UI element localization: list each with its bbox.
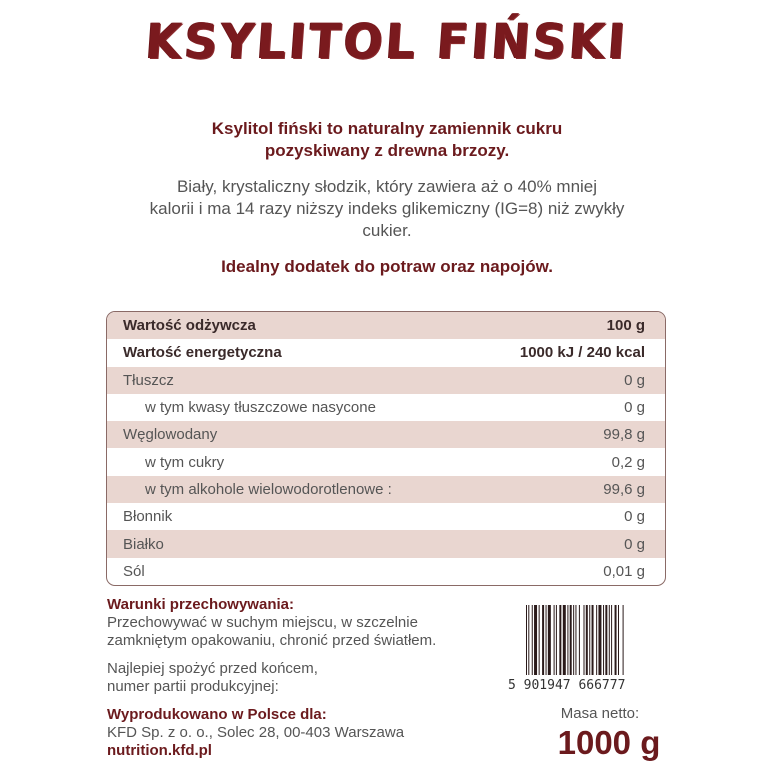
website-link: nutrition.kfd.pl	[107, 742, 212, 759]
nutrition-row-fiber	[107, 503, 665, 530]
description-text	[100, 176, 674, 242]
nutrition-value: 0,01 g	[603, 562, 645, 580]
nutrition-label: w tym cukry	[145, 453, 225, 471]
nutrition-row-sugars	[107, 448, 665, 475]
intro-line-2: pozyskiwany z drewna brzozy.	[264, 141, 510, 160]
barcode-image	[526, 605, 662, 675]
description-line-2: kalorii i ma 14 razy niższy indeks glikemiczny (IG=8) niż zwykły	[149, 199, 625, 218]
nutrition-row-salt	[107, 558, 665, 585]
nutrition-value: 99,6 g	[603, 480, 645, 498]
producer-address: KFD Sp. z o. o., Solec 28, 00-403 Warszawa	[107, 724, 405, 741]
nutrition-value: 0 g	[624, 535, 645, 553]
storage-heading: Warunki przechowywania:	[107, 596, 294, 613]
nutrition-row-carbohydrates	[107, 421, 665, 448]
producer-heading: Wyprodukowano w Polsce dla:	[107, 706, 327, 723]
nutrition-label: Białko	[123, 535, 164, 553]
net-weight-label: Masa netto:	[560, 705, 640, 722]
nutrition-value: 1000 kJ / 240 kcal	[519, 344, 645, 362]
nutrition-value: 0 g	[624, 371, 645, 389]
nutrition-label: Wartość energetyczna	[123, 344, 282, 362]
nutrition-label: w tym kwasy tłuszczowe nasycone	[145, 399, 376, 417]
best-before-line-1: Najlepiej spożyć przed końcem,	[107, 660, 318, 677]
nutrition-label: Tłuszcz	[123, 371, 174, 389]
intro-line-1: Ksylitol fiński to naturalny zamiennik cukru	[211, 119, 563, 138]
nutrition-value: 99,8 g	[603, 426, 645, 444]
nutrition-row-protein	[107, 530, 665, 557]
nutrition-row-energy	[107, 339, 665, 366]
best-before-line-2: numer partii produkcyjnej:	[107, 678, 279, 695]
description-line-3: cukier.	[362, 221, 412, 240]
nutrition-label: Sól	[123, 562, 145, 580]
barcode-digits: 5 901947 666777	[508, 678, 626, 693]
ideal-usage-text: Idealny dodatek do potraw oraz napojów.	[221, 257, 553, 276]
nutrition-table	[106, 311, 666, 586]
storage-line-2: zamkniętym opakowaniu, chronić przed światłem.	[107, 632, 437, 649]
nutrition-value: 0 g	[624, 399, 645, 417]
nutrition-label: Wartość odżywcza	[123, 317, 256, 335]
storage-info	[107, 596, 467, 760]
nutrition-label: w tym alkohole wielowodorotlenowe :	[145, 480, 392, 498]
nutrition-row-fat	[107, 367, 665, 394]
storage-line-1: Przechowywać w suchym miejscu, w szczelnie	[107, 614, 418, 631]
nutrition-row-saturated-fat	[107, 394, 665, 421]
nutrition-label: Węglowodany	[123, 426, 218, 444]
nutrition-row-polyols	[107, 476, 665, 503]
product-title: KSYLITOL FIŃSKI	[143, 12, 631, 70]
nutrition-value: 0,2 g	[611, 453, 645, 471]
net-weight-value: 1000 g	[557, 724, 661, 761]
intro-text	[0, 118, 774, 162]
description-line-1: Biały, krystaliczny słodzik, który zawiera aż o 40% mniej	[176, 177, 598, 196]
nutrition-value: 0 g	[624, 508, 645, 526]
nutrition-value: 100 g	[606, 317, 645, 335]
nutrition-row-header	[107, 312, 665, 339]
nutrition-label: Błonnik	[123, 508, 173, 526]
